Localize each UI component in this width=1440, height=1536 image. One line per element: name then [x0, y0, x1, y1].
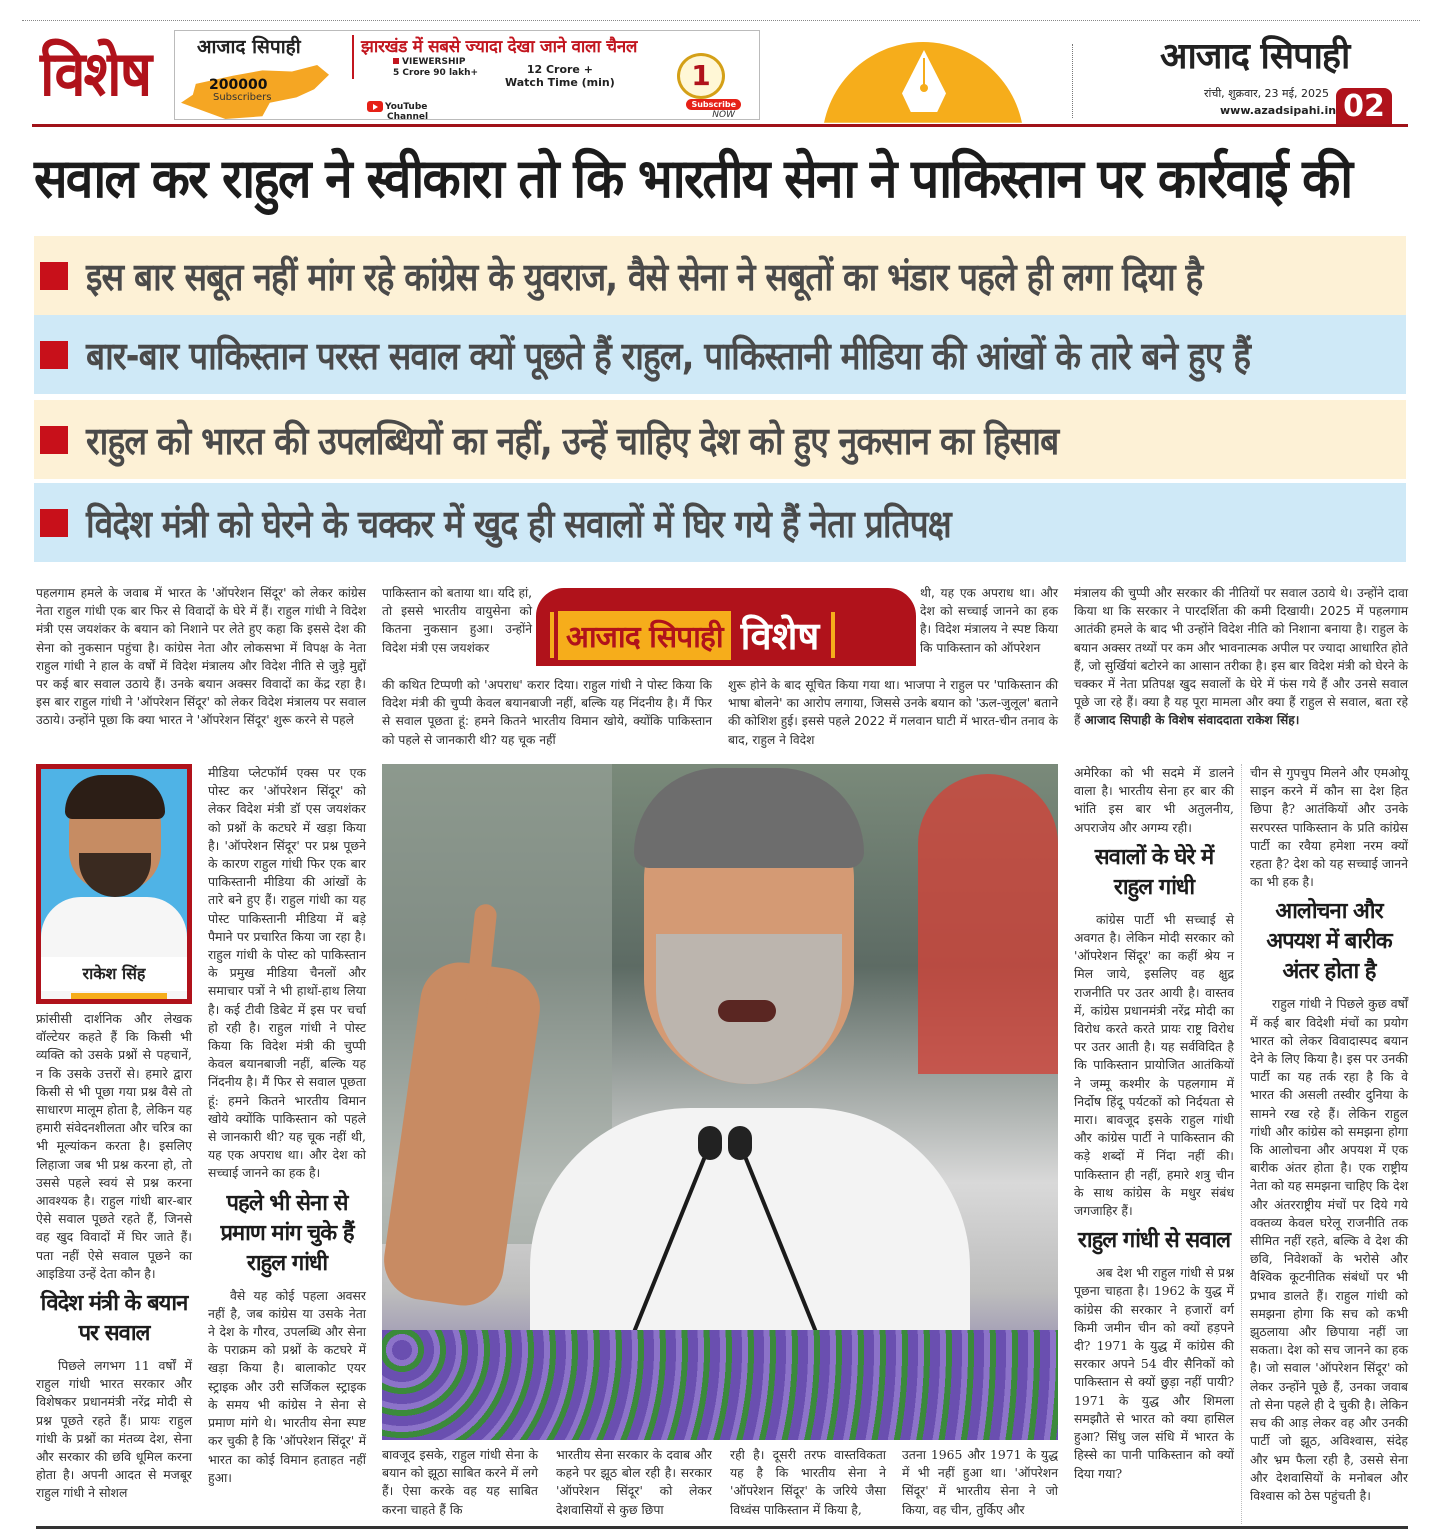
ad-divider — [352, 35, 354, 79]
website-link[interactable]: www.azadsipahi.in — [1220, 104, 1337, 117]
author-name-underline — [71, 993, 167, 999]
ad-viewership — [393, 57, 478, 79]
author-hair — [65, 775, 165, 819]
article-paragraph: राहुल गांधी ने पिछले कुछ वर्षों में कई बार विदेशी मंचों का प्रयोग भारत को लेकर विवादास्पद बयान देने के लिए किया है। इस पर उनकी पार्टी का यह तर्क रहा है कि वे भारत की असली तस्वीर दुनिया के सामने रख रहे हैं। लेकिन राहुल गांधी और कांग्रेस को समझना होगा कि आलोचना और अपयश में एक बारीक अंतर होता है। एक राष्ट्रीय नेता को यह समझना चाहिए कि देश और अंतरराष्ट्रीय मंचों पर दिये गये वक्तव्य केवल घरेलू राजनीति तक सीमित नहीं रहते, बल्कि वे देश की छवि, निवेशकों के भरोसे और वैश्विक कूटनीतिक संबंधों पर भी प्रभाव डालते हैं। राहुल गांधी को समझना होगा कि सच को कभी झुठलाया और छिपाया नहीं जा सकता। देश को सच जानने का हक है। जो सवाल 'ऑपरेशन सिंदूर' को लेकर उन्होंने पूछे हैं, उनका जवाब तो सेना पहले ही दे चुकी है। लेकिन सच की आड़ लेकर वह और उनकी पार्टी जो झूठ, अविश्वास, संदेह और भ्रम फैला रही है, उससे सेना और देशवासियों के मनोबल और विश्वास को ठेस पहुंचती है। — [1250, 996, 1408, 1503]
special-report-badge — [536, 588, 916, 666]
masthead-divider — [1072, 44, 1073, 118]
ad-brand: आजाद सिपाही — [197, 36, 301, 58]
bullet-text: राहुल को भारत की उपलब्धियों का नहीं, उन्हें चाहिए देश को हुए नुकसान का हिसाब — [86, 418, 1059, 463]
subheading: पहले भी सेना से प्रमाण मांग चुके हैं राहुल गांधी — [220, 1190, 354, 1276]
subheading: विदेश मंत्री के बयान पर सवाल — [40, 1291, 188, 1347]
rahul-gandhi-speech-photo — [382, 764, 1058, 1440]
column-divider — [1241, 764, 1242, 1524]
bullet-text: विदेश मंत्री को घेरने के चक्कर में खुद ही सवालों में घिर गये हैं नेता प्रतिपक्ष — [86, 501, 951, 546]
highlight-bullet-2 — [34, 315, 1406, 394]
viewership-value: 5 Crore 90 lakh+ — [393, 68, 479, 78]
bullet-icon — [393, 58, 399, 64]
top-dotted-rule — [22, 20, 1420, 21]
flower-decoration — [382, 1330, 1058, 1440]
article-paragraph: बावजूद इसके, राहुल गांधी सेना के बयान को झूठा साबित करने में लगे हैं। ऐसा करके वह यह साबित करना चाहते हैं कि — [382, 1447, 538, 1517]
ad-watch-time — [505, 63, 615, 89]
subscribe-now-label: NOW — [712, 110, 735, 120]
masthead-rule — [32, 124, 1408, 127]
viewership-label: VIEWERSHIP — [402, 57, 466, 67]
under-photo-column-3 — [730, 1446, 886, 1519]
article-column-6 — [1250, 764, 1408, 1505]
highlight-bullet-4 — [34, 483, 1406, 562]
article-paragraph: अमेरिका को भी सदमे में डालने वाला है। भारतीय सेना हर बार की भांति इस बार भी अतुलनीय, अपराजेय और अगम्य रही। — [1074, 765, 1234, 835]
photo-hair — [634, 768, 864, 868]
article-column-5 — [1074, 764, 1234, 1483]
intro-paragraph: शुरू होने के बाद सूचित किया गया था। भाजपा ने राहुल पर 'पाकिस्तान की भाषा बोलने' का आरोप लगाया, जिससे उनके बयान को 'ऊल-जुलूल' बताने की कोशिश हुई। इससे पहले 2022 में गलवान घाटी में भारत-चीन तनाव के बाद, राहुल ने विदेश — [728, 678, 1058, 747]
intro-column-3-bottom — [728, 676, 1058, 749]
article-column-1 — [36, 1010, 192, 1503]
page-number: 02 — [1336, 88, 1392, 124]
author-name: राकेश सिंह — [41, 957, 187, 991]
youtube-channel-ad[interactable] — [174, 30, 760, 120]
article-paragraph: अब देश भी राहुल गांधी से प्रश्न पूछना चाहता है। 1962 के युद्ध में कांग्रेस की सरकार ने हजारों वर्ग किमी जमीन चीन को क्यों हड़पने दी? 1971 के युद्ध में कांग्रेस की सरकार अपने 54 वीर सैनिकों को पाकिस्तान से क्यों छुड़ा नहीं पायी? 1971 के युद्ध और शिमला समझौते से भारत को क्या हासिल हुआ? सिंधु जल संधि में भारत के हिस्से का पानी पाकिस्तान को क्यों दिया गया? — [1074, 1265, 1234, 1481]
ad-youtube-logo — [367, 101, 428, 122]
red-square-bullet-icon — [40, 426, 68, 454]
red-square-bullet-icon — [40, 341, 68, 369]
highlight-bullet-1 — [34, 236, 1406, 315]
author-beard — [79, 853, 151, 897]
youtube-play-icon — [367, 101, 383, 112]
under-photo-column-1 — [382, 1446, 538, 1519]
newspaper-name: आजाद सिपाही — [1160, 36, 1350, 77]
watch-time-label: Watch Time (min) — [505, 76, 615, 89]
bullet-text: बार-बार पाकिस्तान परस्त सवाल क्यों पूछते हैं राहुल, पाकिस्तानी मीडिया की आंखों के तारे बने हुए हैं — [86, 333, 1251, 378]
under-photo-column-4 — [902, 1446, 1058, 1519]
intro-column-2-top — [382, 584, 532, 657]
main-headline: सवाल कर राहुल ने स्वीकारा तो कि भारतीय सेना ने पाकिस्तान पर कार्रवाई की — [34, 147, 1352, 210]
article-paragraph: रही है। दूसरी तरफ वास्तविकता यह है कि भारतीय सेना ने 'ऑपरेशन सिंदूर' के जरिये जैसा विध्वंस पाकिस्तान में किया है, — [730, 1447, 886, 1517]
ad-subscribers-label: Subscribers — [213, 92, 272, 103]
badge-bar-right — [831, 612, 835, 658]
rank-badge-icon: 1 — [677, 53, 725, 99]
article-paragraph: चीन से गुपचुप मिलने और एमओयू साइन करने में कौन सा देश हित छिपा है? आतंकियों और उनके सरपरस्त पाकिस्तान के प्रति कांग्रेस पार्टी का रवैया हमेशा नरम क्यों रहता है? देश को यह सच्चाई जानने का भी हक है। — [1250, 765, 1408, 890]
intro-column-4 — [1074, 584, 1408, 730]
intro-column-1 — [36, 584, 366, 730]
intro-paragraph — [1074, 584, 1408, 730]
dateline: रांची, शुक्रवार, 23 मई, 2025 — [1204, 87, 1330, 100]
byline-credit: आजाद सिपाही के विशेष संवाददाता राकेश सिंह। — [1084, 713, 1300, 728]
photo-mouth — [718, 1000, 776, 1022]
ad-tagline: झारखंड में सबसे ज्यादा देखा जाने वाला चैनल — [361, 37, 638, 57]
badge-brand: आजाद सिपाही — [558, 611, 731, 660]
platform-sub-label: Channel — [387, 112, 429, 122]
under-photo-column-2 — [556, 1446, 712, 1519]
subheading: सवालों के घेरे में राहुल गांधी — [1094, 844, 1214, 900]
page-bottom-rule — [36, 1526, 1408, 1529]
article-paragraph: कांग्रेस पार्टी भी सच्चाई से अवगत है। लेकिन मोदी सरकार को 'ऑपरेशन सिंदूर' का कहीं श्रेय न मिल जाये, इसलिए वह क्षुद्र राजनीति पर उतर आयी है। वास्तव में, कांग्रेस प्रधानमंत्री नरेंद्र मोदी का विरोध करते करते प्रायः राष्ट्र विरोध पर उतर आती है। यह सर्वविदित है कि पाकिस्तान प्रायोजित आतंकियों ने जम्मू कश्मीर के पहलगाम में निर्दोष हिंदू पर्यटकों को निर्दयता से मारा। बावजूद इसके राहुल गांधी और कांग्रेस पार्टी ने पाकिस्तान की कड़े शब्दों में निंदा नहीं की। पाकिस्तान ही नहीं, हमारे शत्रु चीन के साथ कांग्रेस के मधुर संबंध जगजाहिर हैं। — [1074, 911, 1234, 1219]
badge-label: विशेष — [740, 614, 820, 658]
subheading: आलोचना और अपयश में बारीक अंतर होता है — [1266, 899, 1392, 985]
intro-paragraph: की कथित टिप्पणी को 'अपराध' करार दिया। राहुल गांधी ने पोस्ट किया कि विदेश मंत्री की चुप्पी केवल बयानबाजी नहीं, बल्कि यह निंदनीय है। मैं फिर से सवाल पूछता हूं: हमने कितने भारतीय विमान खोये, क्योंकि पाकिस्तान को पहले से जानकारी थी? यह चूक नहीं — [382, 678, 712, 747]
section-label: विशेष — [40, 37, 151, 110]
red-square-bullet-icon — [40, 509, 68, 537]
intro-column-3-top — [920, 584, 1058, 657]
watch-time-value: 12 Crore + — [526, 63, 593, 76]
article-paragraph: फ्रांसीसी दार्शनिक और लेखक वॉल्टेयर कहते हैं कि किसी भी व्यक्ति को उसके प्रश्नों से पहचानें, न कि उसके उत्तरों से। हमारे द्वारा किसी से भी पूछा गया प्रश्न वैसे तो साधारण मालूम होता है, लेकिन यह हमारी संवेदनशीलता और चरित्र का भी मूल्यांकन करता है। इसलिए लिहाजा जब भी प्रश्न करना हो, तो उससे पहले स्वयं से प्रश्न करना आवश्यक है। राहुल गांधी बार-बार ऐसे सवाल पूछते रहते हैं, जिनसे वह खुद विवादों में घिर जाते हैं। पता नहीं ऐसे सवाल पूछने का आइडिया उन्हें देता कौन है। — [36, 1011, 192, 1281]
bullet-text: इस बार सबूत नहीं मांग रहे कांग्रेस के युवराज, वैसे सेना ने सबूतों का भंडार पहले ही लगा दिया है — [86, 254, 1203, 299]
article-paragraph: मीडिया प्लेटफॉर्म एक्स पर एक पोस्ट कर 'ऑपरेशन सिंदूर' को लेकर विदेश मंत्री डॉ एस जयशंकर को प्रश्नों के कटघरे में खड़ा किया है। 'ऑपरेशन सिंदूर' पर प्रश्न पूछने के कारण राहुल गांधी फिर एक बार पाकिस्तानी मीडिया की आंखों के तारे बने हुए हैं। राहुल गांधी का यह पोस्ट पाकिस्तानी मीडिया में बड़े पैमाने पर प्रचारित किया जा रहा है। राहुल गांधी के पोस्ट को पाकिस्तान के प्रमुख मीडिया चैनलों और समाचार पत्रों ने भी हाथों-हाथ लिया है। कई टीवी डिबेट में इस पर चर्चा हो रही है। राहुल गांधी ने पोस्ट किया कि विदेश मंत्री की चुप्पी केवल बयानबाजी नहीं, बल्कि यह निंदनीय है। मैं फिर से सवाल पूछता हूं: हमने कितने भारतीय विमान खोये क्योंकि पाकिस्तान को पहले से जानकारी थी? यह चूक नहीं थी, यह एक अपराध था। और देश को सच्चाई जानने का हक है। — [208, 765, 366, 1181]
subscribe-button[interactable]: Subscribe — [686, 99, 741, 110]
highlight-bullet-3 — [34, 400, 1406, 479]
subheading: राहुल गांधी से सवाल — [1077, 1228, 1231, 1254]
author-photo — [36, 764, 192, 1004]
intro-text: मंत्रालय की चुप्पी और सरकार की नीतियों पर सवाल उठाये थे। उन्होंने दावा किया था कि सरकार ने पारदर्शिता की कमी दिखायी। 2025 में पहलगाम आतंकी हमले के बाद भी उन्होंने विदेश नीति को निशाना बनाया है। राहुल के बयान अक्सर तथ्यों पर कम और भावनात्मक अपील पर ज्यादा आधारित होते हैं, जो सुर्खियां बटोरने का आसान तरीका है। इस बार विदेश मंत्री को घेरने के चक्कर में नेता प्रतिपक्ष खुद सवालों के घेरे में फंस गये हैं और उनसे सवाल पूछे जा रहे हैं। क्या है यह पूरा मामला और क्या हैं राहुल से सवाल, बता रहे हैं — [1074, 586, 1408, 728]
platform-label: YouTube — [385, 102, 428, 112]
intro-column-2-bottom — [382, 676, 712, 749]
pen-nib-slit — [923, 58, 925, 86]
pen-nib-hole — [920, 84, 928, 92]
article-paragraph: उतना 1965 और 1971 के युद्ध में भी नहीं हुआ था। 'ऑपरेशन सिंदूर' में भारतीय सेना ने जो किया, वह चीन, तुर्किए और — [902, 1447, 1058, 1517]
article-paragraph: पिछले लगभग 11 वर्षों में राहुल गांधी भारत सरकार और विशेषकर प्रधानमंत्री नरेंद्र मोदी से प्रश्न पूछते रहते हैं। प्रायः राहुल गांधी के प्रश्नों का मंतव्य देश, सेना और सरकार की छवि धूमिल करना होता है। अपनी आदत से मजबूर राहुल गांधी ने सोशल — [36, 1358, 192, 1501]
ad-subscribers-count: 200000 — [209, 77, 268, 93]
red-square-bullet-icon — [40, 262, 68, 290]
intro-paragraph: थी, यह एक अपराध था। और देश को सच्चाई जानने का हक है। विदेश मंत्रालय ने स्पष्ट किया कि पाकिस्तान को ऑपरेशन — [920, 586, 1058, 655]
badge-bar-left — [550, 612, 554, 658]
microphone-icon — [728, 1126, 752, 1160]
article-paragraph: भारतीय सेना सरकार के दवाब और कहने पर झूठ बोल रही है। सरकार 'ऑपरेशन सिंदूर' को लेकर देशवासियों से कुछ छिपा — [556, 1447, 712, 1517]
microphone-icon — [698, 1126, 722, 1160]
intro-paragraph: पाकिस्तान को बताया था। यदि हां, तो इससे भारतीय वायुसेना को कितना नुकसान हुआ। उन्होंने विदेश मंत्री एस जयशंकर — [382, 586, 532, 655]
article-paragraph: वैसे यह कोई पहला अवसर नहीं है, जब कांग्रेस या उसके नेता ने देश के गौरव, उपलब्धि और सेना के पराक्रम को प्रश्नों के कटघरे में खड़ा किया है। बालाकोट एयर स्ट्राइक और उरी सर्जिकल स्ट्राइक के समय भी कांग्रेस ने सेना से प्रमाण मांगे थे। भारतीय सेना स्पष्ट कर चुकी है कि 'ऑपरेशन सिंदूर' में भारत का कोई विमान हताहत नहीं हुआ। — [208, 1287, 366, 1485]
article-column-2 — [208, 764, 366, 1487]
intro-paragraph: पहलगाम हमले के जवाब में भारत के 'ऑपरेशन सिंदूर' को लेकर कांग्रेस नेता राहुल गांधी एक बार फिर से विवादों के घेरे में हैं। राहुल गांधी ने विदेश मंत्री एस जयशंकर के बयान को निशाने पर लेते हुए कहा कि इससे देश की सेना को नुकसान पहुंचा है। कांग्रेस नेता और लोकसभा में विपक्ष के नेता राहुल गांधी ने हाल के वर्षों में विदेश मंत्रालय और विदेश नीति से जुड़े मुद्दों पर कई बार सवाल उठाये हैं। उनके बयान अक्सर विवादों का केंद्र रहा है। इस बार राहुल गांधी ने 'ऑपरेशन सिंदूर' को लेकर विदेश मंत्रालय पर सवाल उठाये। उन्होंने पूछा कि क्या भारत ने 'ऑपरेशन सिंदूर' शुरू करने से पहले — [36, 586, 366, 728]
